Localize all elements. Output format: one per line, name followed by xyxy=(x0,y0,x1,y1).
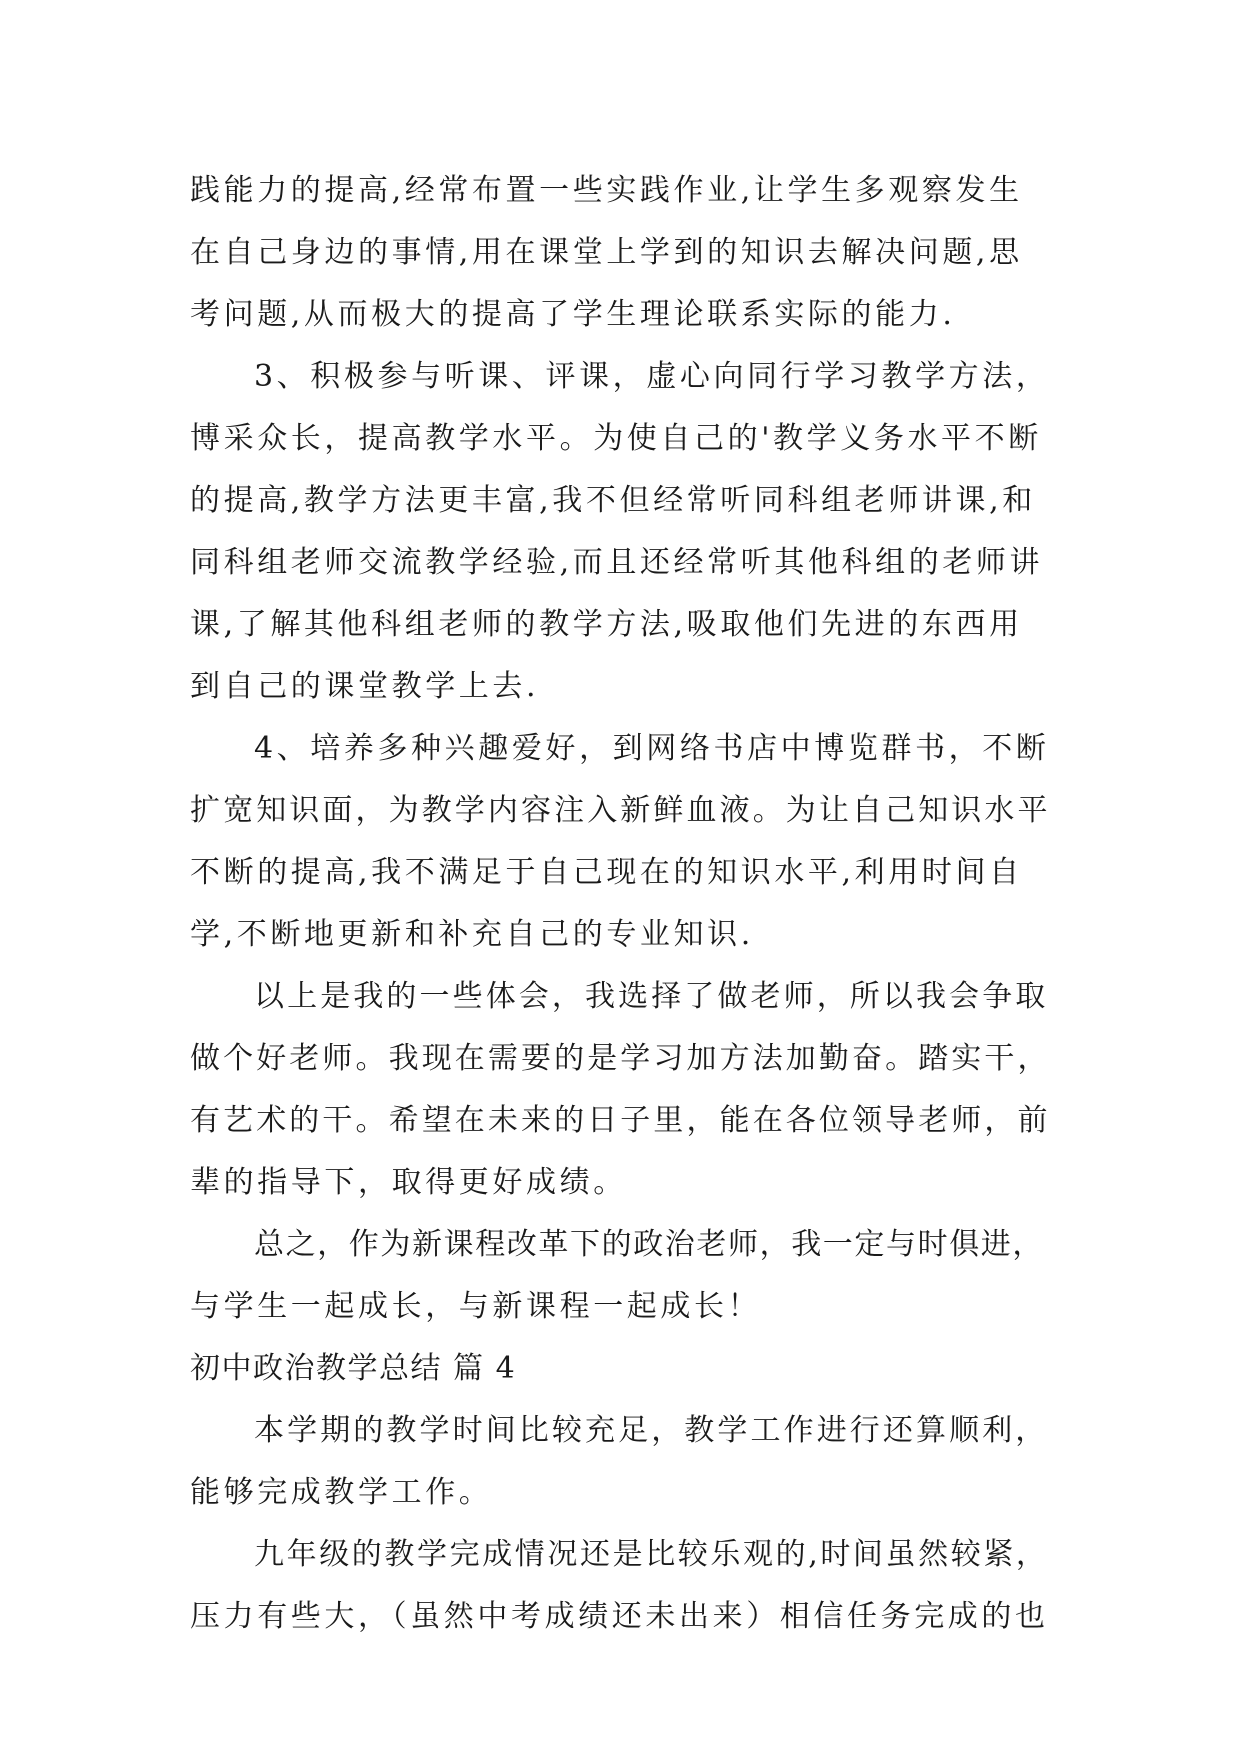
text-line: 考问题,从而极大的提高了学生理论联系实际的能力. xyxy=(190,297,956,332)
paragraph-start-line: 总之，作为新课程改革下的政治老师，我一定与时俱进， xyxy=(254,1227,1044,1262)
text-line: 的提高,教学方法更丰富,我不但经常听同科组老师讲课,和 xyxy=(190,483,1036,518)
text-line: 有艺术的干。希望在未来的日子里，能在各位领导老师，前 xyxy=(190,1103,1051,1138)
text-line: 在自己身边的事情,用在课堂上学到的知识去解决问题,思 xyxy=(190,235,1023,270)
text-line: 践能力的提高,经常布置一些实践作业,让学生多观察发生 xyxy=(190,173,1023,208)
text-line: 做个好老师。我现在需要的是学习加方法加勤奋。踏实干， xyxy=(190,1041,1051,1076)
paragraph-start-line: 九年级的教学完成情况还是比较乐观的,时间虽然较紧， xyxy=(254,1537,1049,1572)
text-line: 学,不断地更新和补充自己的专业知识. xyxy=(190,917,754,952)
paragraph-start-line: 本学期的教学时间比较充足，教学工作进行还算顺利， xyxy=(254,1413,1049,1448)
paragraph-start-line: 以上是我的一些体会，我选择了做老师，所以我会争取 xyxy=(254,979,1049,1014)
text-line: 与学生一起成长，与新课程一起成长！ xyxy=(190,1289,762,1324)
paragraph-start-line: 4、培养多种兴趣爱好，到网络书店中博览群书，不断 xyxy=(254,731,1050,766)
text-line: 不断的提高,我不满足于自己现在的知识水平,利用时间自 xyxy=(190,855,1023,890)
text-line: 压力有些大，（虽然中考成绩还未出来）相信任务完成的也 xyxy=(190,1599,1049,1634)
text-line: 扩宽知识面，为教学内容注入新鲜血液。为让自己知识水平 xyxy=(190,793,1051,828)
text-line: 课,了解其他科组老师的教学方法,吸取他们先进的东西用 xyxy=(190,607,1023,642)
text-line: 能够完成教学工作。 xyxy=(190,1475,493,1510)
text-line: 辈的指导下，取得更好成绩。 xyxy=(190,1165,627,1200)
text-line: 博采众长，提高教学水平。为使自己的'教学义务水平不断 xyxy=(190,421,1042,456)
text-line: 同科组老师交流教学经验,而且还经常听其他科组的老师讲 xyxy=(190,545,1044,580)
paragraph-start-line: 3、积极参与听课、评课，虚心向同行学习教学方法， xyxy=(254,359,1050,394)
document-body xyxy=(190,160,1052,1648)
text-line: 到自己的课堂教学上去. xyxy=(190,669,540,704)
section-heading: 初中政治教学总结 篇 4 xyxy=(190,1351,517,1386)
